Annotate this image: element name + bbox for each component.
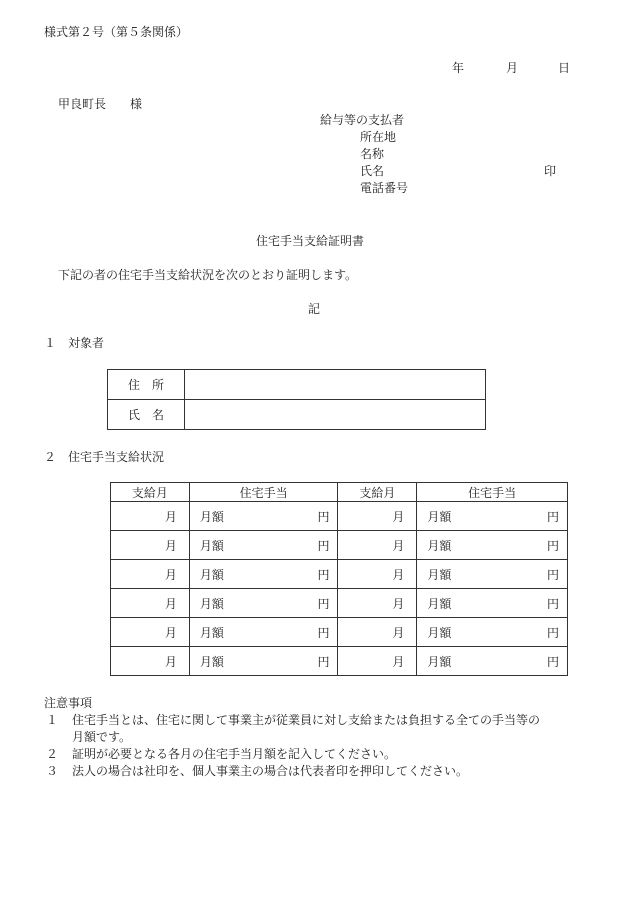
note-1-text-cont: 月額です。 <box>72 730 132 744</box>
yen-unit: 円 <box>317 568 330 582</box>
payer-name-label: 氏名 <box>360 164 385 178</box>
month-cell[interactable]: 月 <box>111 618 190 647</box>
yen-unit: 円 <box>546 568 559 582</box>
month-cell[interactable]: 月 <box>111 589 190 618</box>
header-allowance-1: 住宅手当 <box>189 483 338 502</box>
table-row <box>108 400 486 430</box>
amount-label: 月額 <box>199 510 224 524</box>
amount-label: 月額 <box>199 568 224 582</box>
month-cell[interactable]: 月 <box>338 589 417 618</box>
form-number: 様式第２号（第５条関係） <box>44 25 189 39</box>
amount-cell[interactable] <box>417 647 568 676</box>
document-title: 住宅手当支給証明書 <box>256 234 365 248</box>
addressee: 甲良町長 様 <box>58 97 143 111</box>
amount-cell[interactable] <box>189 560 338 589</box>
month-cell[interactable]: 月 <box>111 531 190 560</box>
amount-label: 月額 <box>427 510 452 524</box>
table-row <box>111 618 568 647</box>
yen-unit: 円 <box>546 510 559 524</box>
month-cell[interactable]: 月 <box>111 560 190 589</box>
amount-label: 月額 <box>427 568 452 582</box>
note-2-number: ２ <box>46 747 59 761</box>
address-label: 住 所 <box>108 370 185 400</box>
yen-unit: 円 <box>317 655 330 669</box>
allowance-status-table <box>110 482 568 676</box>
table-row <box>111 502 568 531</box>
yen-unit: 円 <box>546 539 559 553</box>
month-cell[interactable]: 月 <box>338 560 417 589</box>
month-cell[interactable]: 月 <box>338 618 417 647</box>
payer-phone-label: 電話番号 <box>360 181 409 195</box>
amount-label: 月額 <box>199 655 224 669</box>
month-cell[interactable]: 月 <box>338 531 417 560</box>
amount-label: 月額 <box>199 597 224 611</box>
yen-unit: 円 <box>546 597 559 611</box>
table-row <box>108 370 486 400</box>
section-1-heading: １ 対象者 <box>44 336 105 350</box>
date-year-label: 年 <box>452 61 465 75</box>
header-allowance-2: 住宅手当 <box>417 483 568 502</box>
amount-label: 月額 <box>427 597 452 611</box>
table-row <box>111 589 568 618</box>
header-month-2: 支給月 <box>338 483 417 502</box>
date-day-label: 日 <box>558 61 571 75</box>
yen-unit: 円 <box>317 597 330 611</box>
amount-cell[interactable] <box>417 560 568 589</box>
amount-cell[interactable] <box>417 618 568 647</box>
name-label: 氏 名 <box>108 400 185 430</box>
table-header-row <box>111 483 568 502</box>
month-cell[interactable]: 月 <box>338 647 417 676</box>
yen-unit: 円 <box>546 655 559 669</box>
note-1-number: １ <box>46 713 59 727</box>
intro-text: 下記の者の住宅手当支給状況を次のとおり証明します。 <box>58 268 358 282</box>
yen-unit: 円 <box>546 626 559 640</box>
amount-label: 月額 <box>199 626 224 640</box>
section-2-heading: ２ 住宅手当支給状況 <box>44 450 165 464</box>
amount-cell[interactable] <box>189 647 338 676</box>
amount-label: 月額 <box>199 539 224 553</box>
seal-mark: 印 <box>544 164 557 178</box>
amount-label: 月額 <box>427 539 452 553</box>
name-cell[interactable] <box>185 400 486 430</box>
month-cell[interactable]: 月 <box>111 647 190 676</box>
amount-cell[interactable] <box>417 531 568 560</box>
amount-cell[interactable] <box>189 589 338 618</box>
month-cell[interactable]: 月 <box>338 502 417 531</box>
subject-table <box>107 369 486 430</box>
note-3-text: 法人の場合は社印を、個人事業主の場合は代表者印を押印してください。 <box>72 764 469 778</box>
amount-cell[interactable] <box>189 502 338 531</box>
note-1-text: 住宅手当とは、住宅に関して事業主が従業員に対し支給または負担する全ての手当等の <box>72 713 541 727</box>
amount-cell[interactable] <box>417 589 568 618</box>
table-row <box>111 560 568 589</box>
table-row <box>111 647 568 676</box>
payer-company-label: 名称 <box>360 147 385 161</box>
amount-cell[interactable] <box>189 531 338 560</box>
yen-unit: 円 <box>317 626 330 640</box>
date-month-label: 月 <box>506 61 519 75</box>
note-3-number: ３ <box>46 764 59 778</box>
notes-heading: 注意事項 <box>44 696 93 710</box>
payer-address-label: 所在地 <box>360 130 397 144</box>
table-row <box>111 531 568 560</box>
amount-cell[interactable] <box>189 618 338 647</box>
yen-unit: 円 <box>317 539 330 553</box>
month-cell[interactable]: 月 <box>111 502 190 531</box>
payer-heading: 給与等の支払者 <box>320 113 405 127</box>
amount-label: 月額 <box>427 655 452 669</box>
header-month-1: 支給月 <box>111 483 190 502</box>
note-2-text: 証明が必要となる各月の住宅手当月額を記入してください。 <box>72 747 397 761</box>
address-cell[interactable] <box>185 370 486 400</box>
yen-unit: 円 <box>317 510 330 524</box>
ki-marker: 記 <box>308 302 321 316</box>
amount-cell[interactable] <box>417 502 568 531</box>
amount-label: 月額 <box>427 626 452 640</box>
